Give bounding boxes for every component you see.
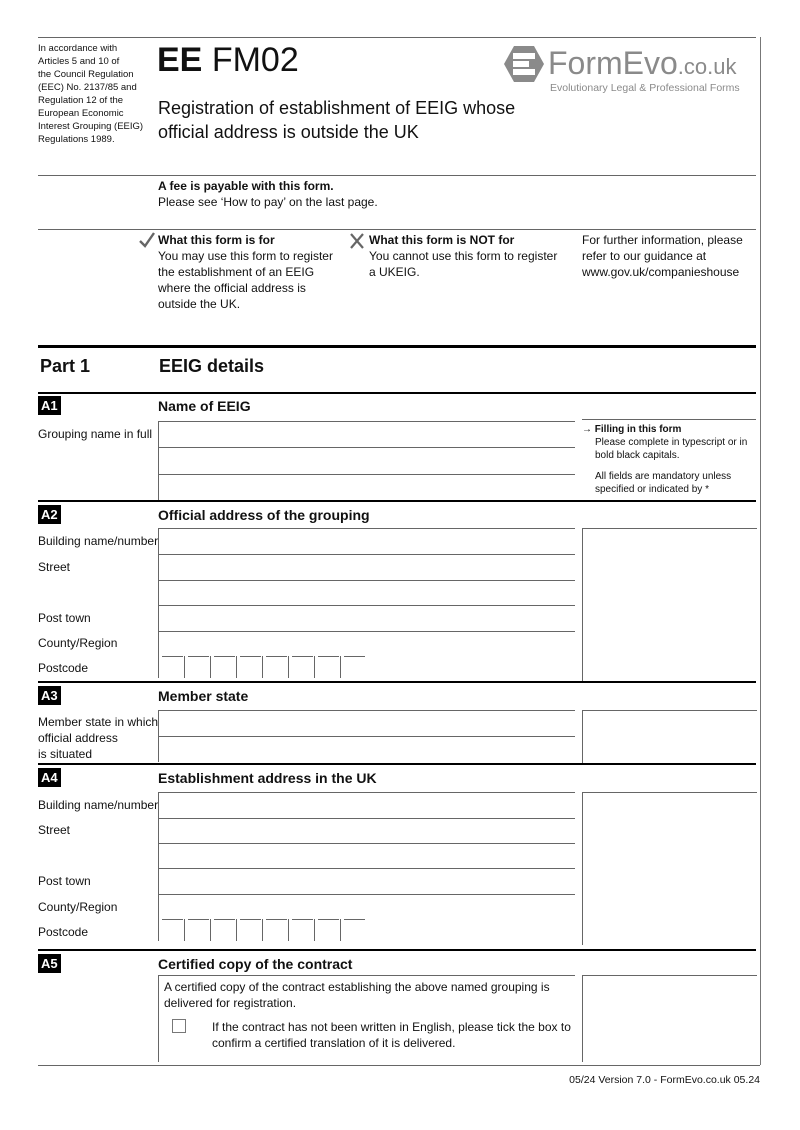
part-rule (38, 345, 756, 348)
section-title-a2: Official address of the grouping (158, 507, 370, 523)
translation-checkbox[interactable] (172, 1019, 186, 1033)
a4-post-town-field[interactable] (158, 868, 575, 894)
a2-side-box (582, 528, 757, 681)
a5-rule (38, 949, 756, 951)
a4-side-box (582, 792, 757, 945)
form-is-for: What this form is for You may use this form to register the establishment of an EEIG where the official address is outside the UK. (158, 233, 333, 311)
section-badge-a2: A2 (38, 505, 61, 524)
bottom-rule (38, 1065, 760, 1066)
part-title: EEIG details (159, 356, 265, 376)
a2-county-field[interactable] (158, 631, 575, 656)
section-title-a4: Establishment address in the UK (158, 770, 377, 786)
a4-building-label: Building name/number (38, 798, 159, 812)
a2-post-town-label: Post town (38, 611, 91, 625)
a3-rule (38, 681, 756, 683)
grouping-name-field-2[interactable] (158, 447, 575, 474)
a2-postcode-field[interactable] (158, 656, 368, 680)
grouping-name-field-1[interactable] (158, 421, 575, 447)
member-state-label: Member state in which official address is situated (38, 715, 159, 761)
translation-checkbox-label: If the contract has not been written in English, please tick the box to confirm a certified translation of it is delivered. (212, 1020, 571, 1050)
a2-street-field-2[interactable] (158, 580, 575, 605)
a2-postcode-label: Postcode (38, 661, 89, 675)
brand-logo (504, 44, 756, 98)
form-is-not-for: What this form is NOT for You cannot use this form to register a UKEIG. (369, 233, 558, 279)
fee-rule-top (38, 175, 756, 176)
section-badge-a4: A4 (38, 768, 61, 787)
formevo-hexagon-icon (504, 44, 544, 84)
a4-postcode-label: Postcode (38, 925, 89, 939)
section-title-a5: Certified copy of the contract (158, 956, 353, 972)
a4-rule (38, 763, 756, 765)
a2-rule (38, 500, 756, 502)
a4-street-field-2[interactable] (158, 843, 575, 868)
a4-street-label: Street (38, 823, 71, 837)
a2-street-field-1[interactable] (158, 554, 575, 580)
part-label: Part 1 (40, 356, 91, 376)
arrow-right-icon: → (582, 424, 592, 435)
info-rule-top (38, 229, 756, 230)
a5-text: A certified copy of the contract establishing the above named grouping is delivered for registration. (164, 980, 550, 1010)
right-frame (760, 37, 761, 1065)
a2-street-label: Street (38, 560, 71, 574)
top-rule (38, 37, 756, 38)
form-title: Registration of establishment of EEIG whose official address is outside the UK (158, 98, 516, 142)
fee-note: A fee is payable with this form. Please see ‘How to pay’ on the last page. (158, 179, 378, 209)
further-information: For further information, please refer to our guidance at www.gov.uk/companieshouse (582, 233, 743, 279)
a4-street-field-1[interactable] (158, 818, 575, 843)
section-badge-a5: A5 (38, 954, 61, 973)
a4-post-town-label: Post town (38, 874, 91, 888)
form-code (157, 40, 299, 80)
section-badge-a3: A3 (38, 686, 61, 705)
a2-building-field[interactable] (158, 528, 575, 554)
member-state-field-1[interactable] (158, 710, 575, 736)
checkmark-icon (139, 232, 155, 248)
section-title-a3: Member state (158, 688, 249, 704)
a4-postcode-field[interactable] (158, 919, 368, 943)
brand-tagline: Evolutionary Legal & Professional Forms (550, 82, 740, 94)
grouping-name-label: Grouping name in full (38, 427, 153, 441)
a2-building-label: Building name/number (38, 534, 159, 548)
form-code-number: FM02 (211, 41, 299, 79)
footer-version: 05/24 Version 7.0 - FormEvo.co.uk 05.24 (569, 1074, 760, 1086)
cross-icon (350, 233, 364, 249)
member-state-field-2[interactable] (158, 736, 575, 762)
a5-side-box (582, 975, 757, 1062)
a4-county-label: County/Region (38, 900, 118, 914)
form-code-prefix: EE (157, 41, 203, 79)
grouping-name-field-3[interactable] (158, 474, 575, 500)
a1-rule (38, 392, 756, 394)
section-title-a1: Name of EEIG (158, 398, 251, 414)
section-badge-a1: A1 (38, 396, 61, 415)
legal-note: In accordance with Articles 5 and 10 of the Council Regulation (EEC) No. 2137/85 and Regulation 12 of the European Economic Interest Grouping (EEIG) Regulations 1989. (38, 43, 144, 145)
a3-side-box (582, 710, 757, 763)
a4-building-field[interactable] (158, 792, 575, 818)
a2-post-town-field[interactable] (158, 605, 575, 631)
brand-wordmark: FormEvo.co.uk (548, 45, 737, 81)
a2-county-label: County/Region (38, 636, 118, 650)
filling-in-note: → Filling in this form Please complete in typescript or in bold black capitals. All fields are mandatory unless specified or indicated by * (582, 419, 756, 500)
a4-county-field[interactable] (158, 894, 575, 919)
